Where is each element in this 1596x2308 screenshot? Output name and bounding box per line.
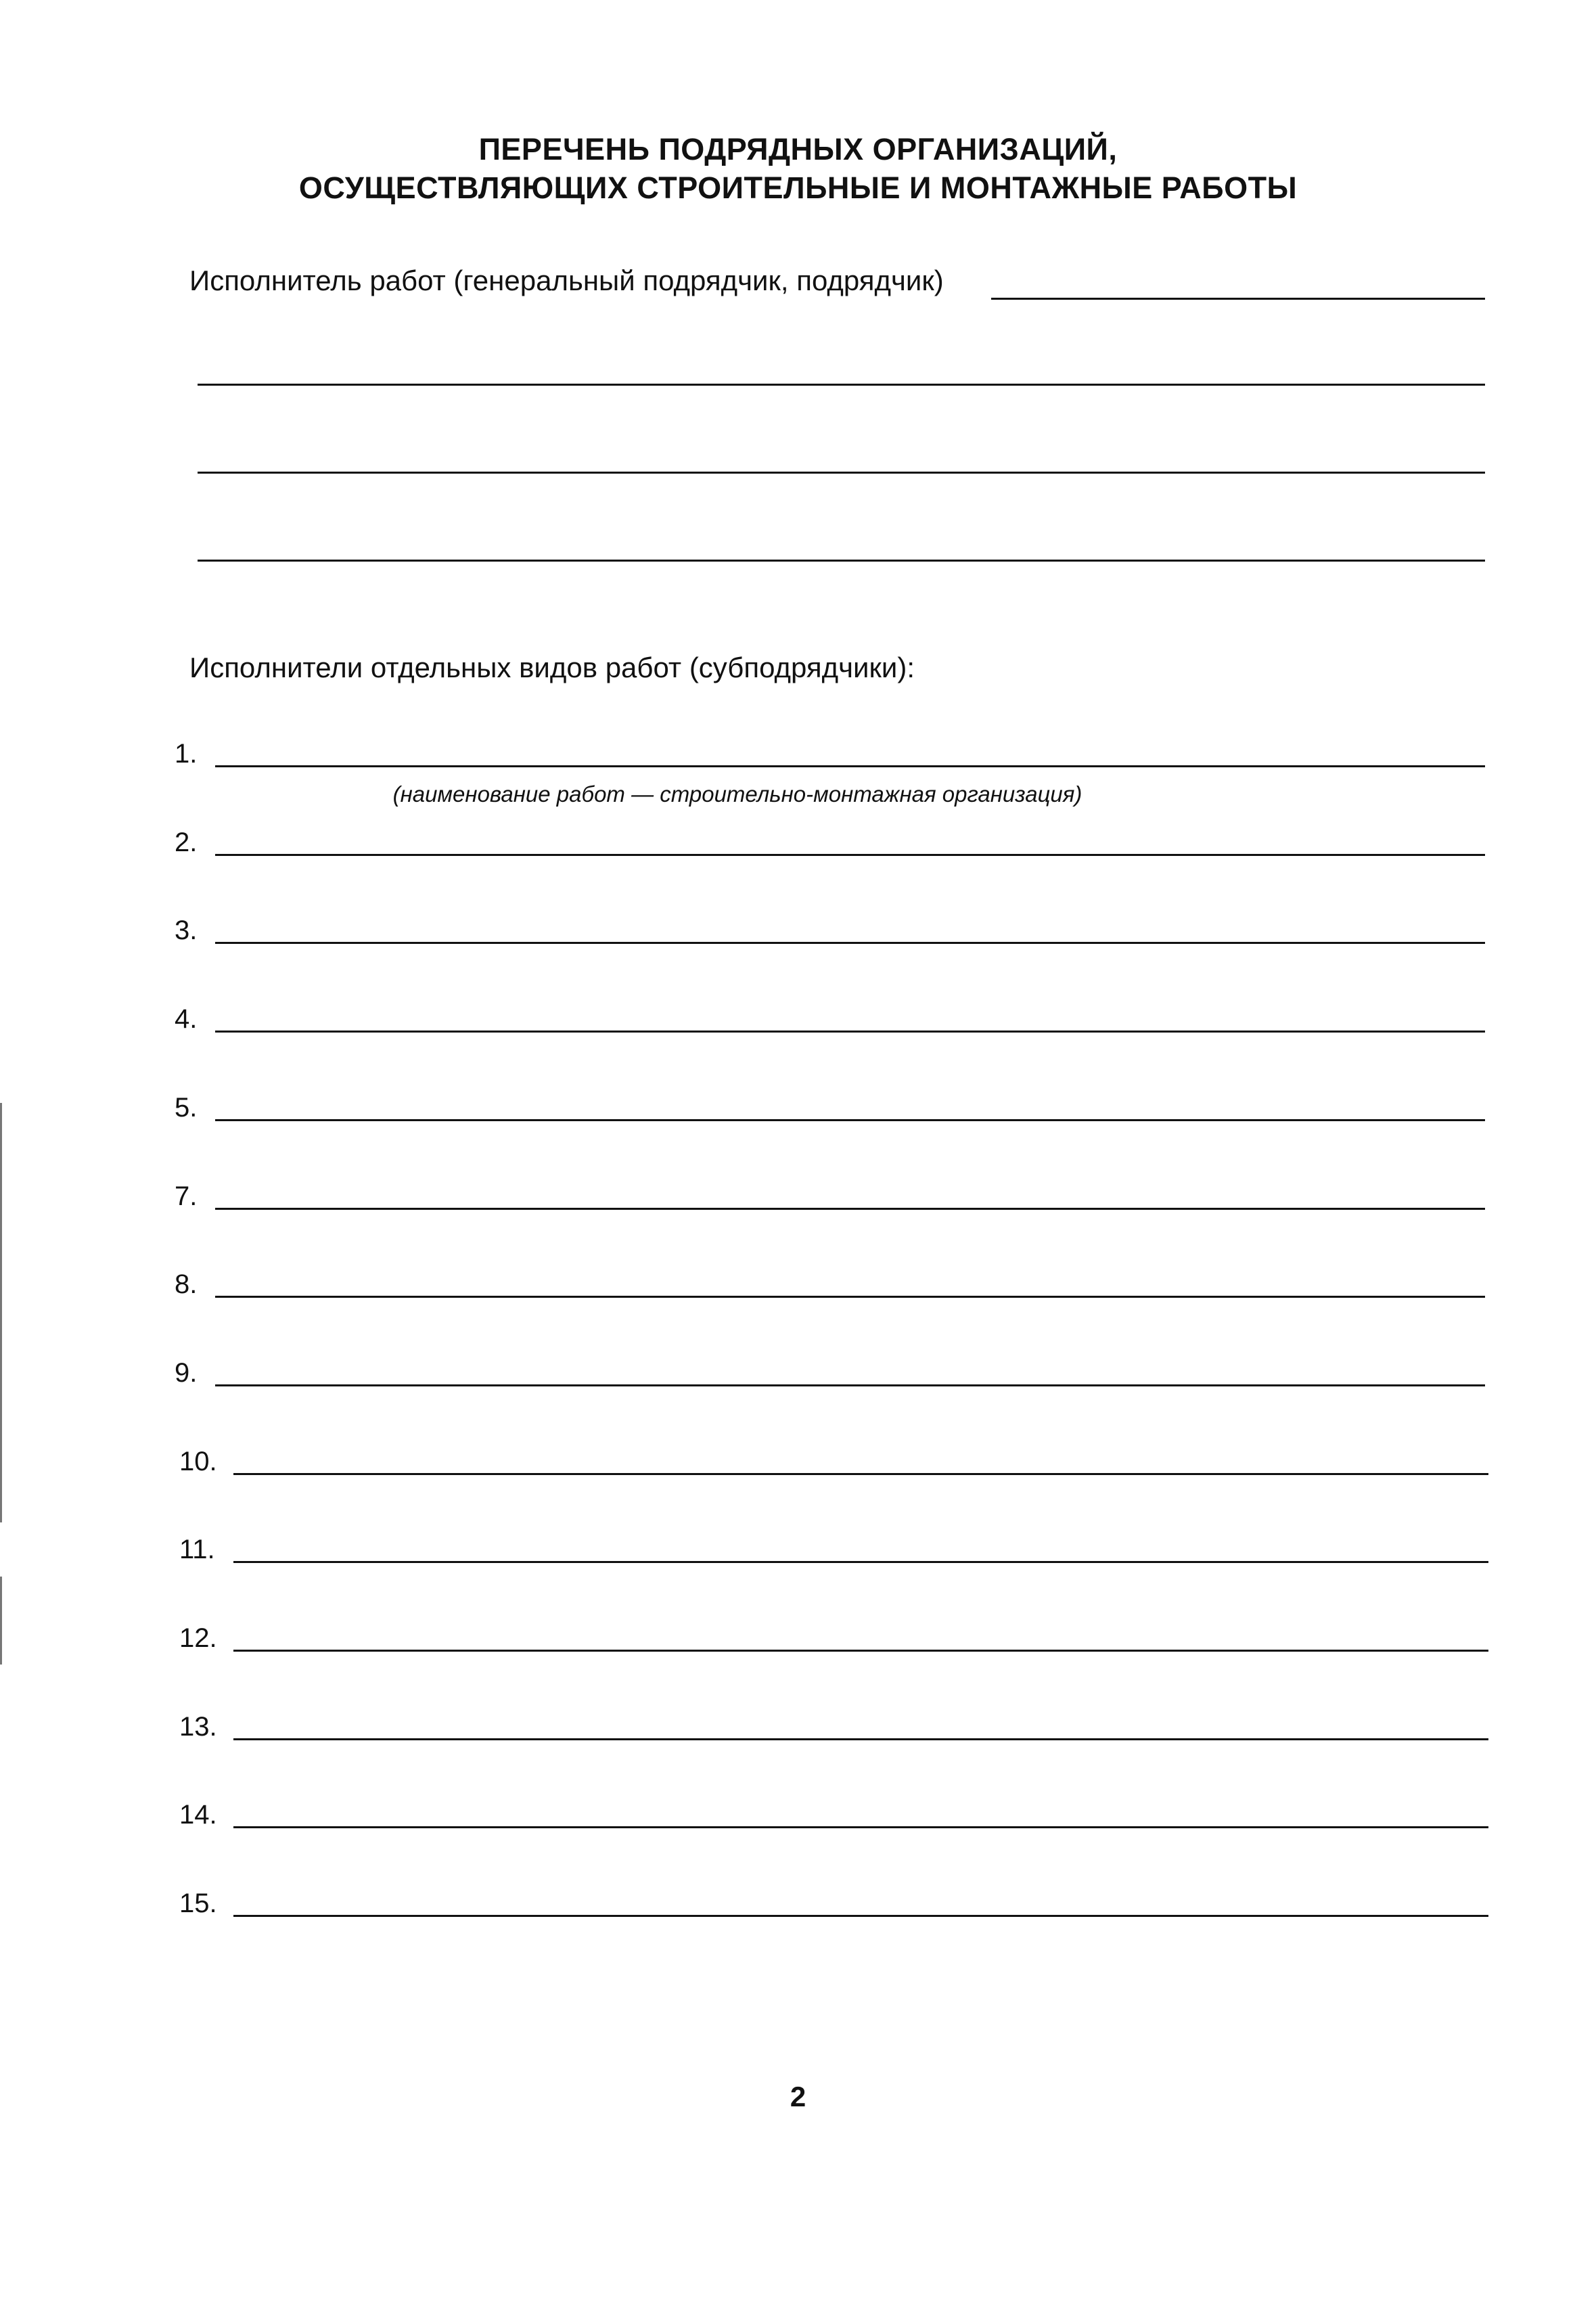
subcontractor-field[interactable]: [233, 1915, 1488, 1917]
general-contractor-field-line-2[interactable]: [198, 384, 1485, 386]
subcontractor-item-number: 13.: [179, 1712, 217, 1742]
page-number: 2: [790, 2081, 806, 2112]
subcontractor-item-number: 7.: [175, 1181, 198, 1211]
margin-mark: [0, 1103, 2, 1522]
subcontractor-field[interactable]: [215, 854, 1485, 856]
subcontractor-item-number: 14.: [179, 1800, 217, 1830]
subcontractor-item-number: 15.: [179, 1888, 217, 1918]
subcontractor-item-number: 12.: [179, 1623, 217, 1653]
subcontractors-label: Исполнители отдельных видов работ (субподрядчики):: [189, 652, 915, 683]
page-title-line-1: ПЕРЕЧЕНЬ ПОДРЯДНЫХ ОРГАНИЗАЦИЙ,: [478, 132, 1118, 166]
general-contractor-label: Исполнитель работ (генеральный подрядчик, подрядчик): [189, 265, 944, 296]
subcontractor-item-number: 4.: [175, 1004, 198, 1034]
subcontractor-field[interactable]: [233, 1650, 1488, 1652]
subcontractor-item-number: 1.: [175, 739, 198, 769]
page-title-line-2: ОСУЩЕСТВЛЯЮЩИХ СТРОИТЕЛЬНЫЕ И МОНТАЖНЫЕ РАБОТЫ: [298, 171, 1298, 205]
subcontractor-field[interactable]: [233, 1561, 1488, 1563]
subcontractor-field[interactable]: [215, 1296, 1485, 1298]
subcontractor-field[interactable]: [233, 1473, 1488, 1475]
subcontractor-item-number: 3.: [175, 915, 198, 945]
subcontractor-caption: (наименование работ — строительно-монтажная организация): [392, 782, 1082, 807]
margin-mark: [0, 1577, 2, 1665]
subcontractor-field[interactable]: [215, 1208, 1485, 1210]
general-contractor-field-line-4[interactable]: [198, 560, 1485, 562]
subcontractor-item-number: 11.: [179, 1535, 215, 1564]
subcontractor-field[interactable]: [233, 1826, 1488, 1828]
subcontractor-field[interactable]: [215, 1119, 1485, 1121]
subcontractor-item-number: 8.: [175, 1269, 198, 1299]
subcontractor-field[interactable]: [215, 765, 1485, 767]
subcontractor-item-number: 2.: [175, 828, 198, 857]
subcontractor-field[interactable]: [233, 1738, 1488, 1740]
subcontractor-field[interactable]: [215, 942, 1485, 944]
subcontractor-item-number: 10.: [179, 1447, 217, 1476]
subcontractor-item-number: 9.: [175, 1358, 198, 1388]
subcontractor-item-number: 5.: [175, 1093, 198, 1123]
subcontractor-field[interactable]: [215, 1031, 1485, 1033]
general-contractor-field[interactable]: [991, 298, 1485, 300]
general-contractor-field-line-3[interactable]: [198, 472, 1485, 474]
subcontractor-field[interactable]: [215, 1384, 1485, 1386]
